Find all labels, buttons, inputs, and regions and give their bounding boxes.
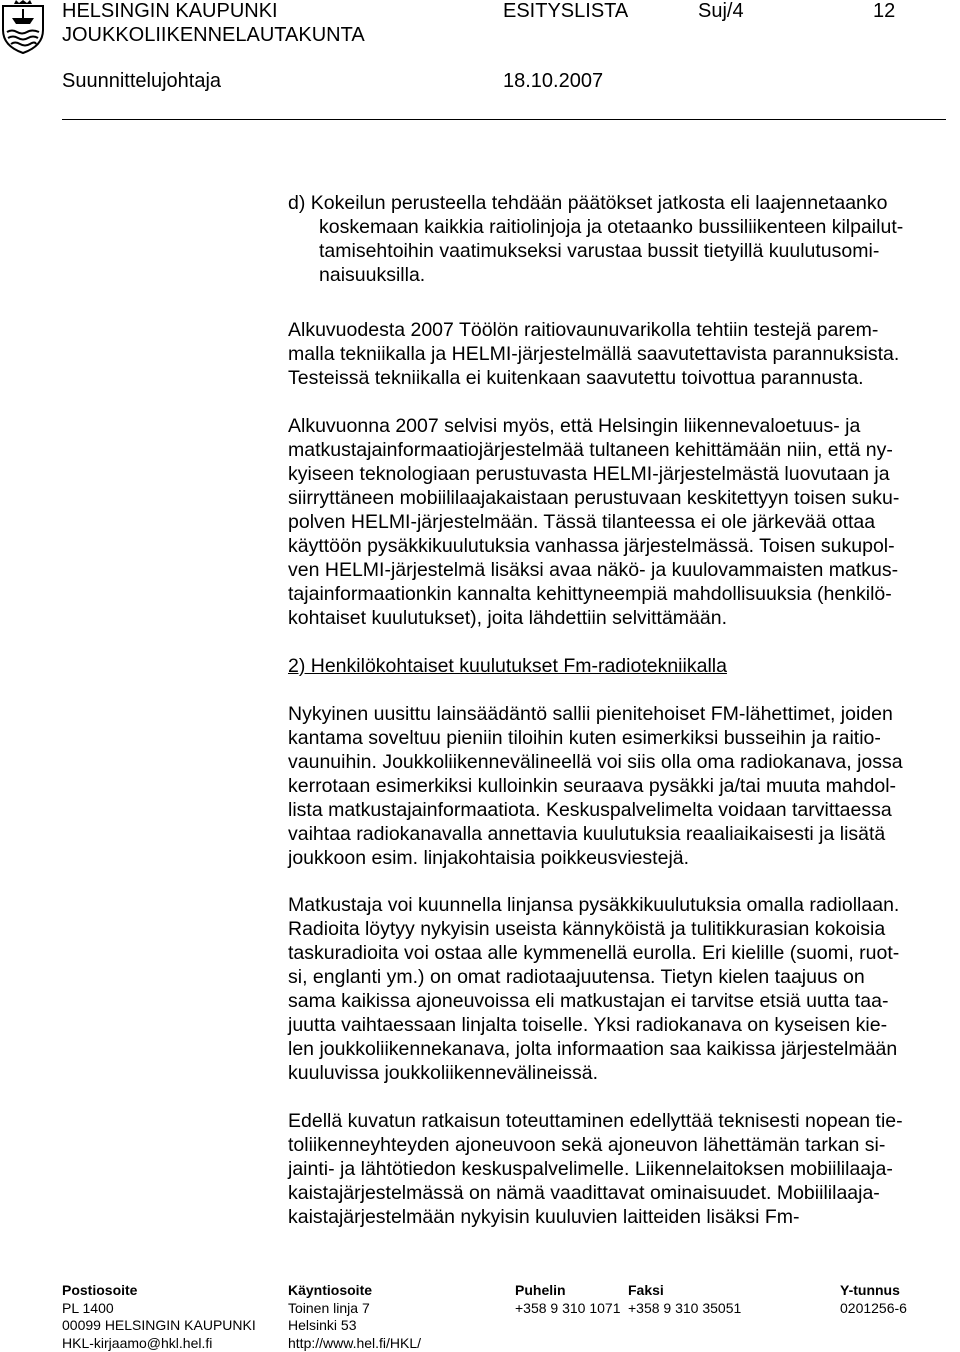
header-divider (62, 119, 946, 120)
footer-business-id (840, 1282, 907, 1317)
phone-label: Puhelin (515, 1282, 566, 1298)
fax-label: Faksi (628, 1282, 664, 1298)
postal-box: PL 1400 (62, 1300, 256, 1318)
visit-street: Toinen linja 7 (288, 1300, 421, 1318)
meeting-date: 18.10.2007 (503, 70, 603, 93)
helsinki-coat-of-arms-logo (0, 0, 46, 56)
org-name: HELSINGIN KAUPUNKI (62, 0, 278, 23)
page-number: 12 (873, 0, 895, 23)
postal-label: Postiosoite (62, 1282, 137, 1298)
ytunnus-label: Y-tunnus (840, 1282, 900, 1298)
phone-number: +358 9 310 1071 (515, 1300, 621, 1318)
paragraph-implementation: Edellä kuvatun ratkaisun toteuttaminen edellyttää teknisesti nopean tie- toliikenneyhteyden ajoneuvoon sekä ajoneuvon lähettämän tarkan si- jainti- ja lähtötiedon keskuspalvelimelle. Liikennelaitoksen mobiililaaja- kaistajärjestelmässä on nämä vaadittavat ominaisuudet. Mobiililaaja- kaistajärjestelmään nykyisin kuuluvien laitteiden lisäksi Fm- (288, 1109, 948, 1229)
paragraph-testing: Alkuvuodesta 2007 Töölön raitiovaunuvarikolla tehtiin testejä parem- malla tekniikalla ja HELMI-järjestelmällä saavutettavista parannuksista. Testeissä tekniikalla ei kuitenkaan saavutettu toivottua parannusta. (288, 318, 948, 390)
visit-label: Käyntiosoite (288, 1282, 372, 1298)
website-link[interactable]: http://www.hel.fi/HKL/ (288, 1335, 421, 1352)
board-name: JOUKKOLIIKENNELAUTAKUNTA (62, 24, 365, 47)
presenter-role: Suunnittelujohtaja (62, 70, 221, 93)
ytunnus-value: 0201256-6 (840, 1300, 907, 1318)
footer-fax (628, 1282, 741, 1317)
paragraph-fm-legislation: Nykyinen uusittu lainsäädäntö sallii pienitehoiset FM-lähettimet, joiden kantama soveltuu pieniin tiloihin kuten esimerkiksi busseihin ja raitio- vaunuihin. Joukkoliikennevälineellä voi siis olla oma radiokanava, jossa kerrotaan esimerkiksi kulloinkin seuraava pysäkki ja/tai muuta mahdol- lista matkustajainformaatiota. Keskuspalvelimelta voidaan tarvittaessa vaihtaa radiokanavalla annettavia kuulutuksia reaaliaikaisesti ja lisätä joukkoon esim. linjakohtaisia poikkeusviestejä. (288, 702, 948, 870)
fax-number: +358 9 310 35051 (628, 1300, 741, 1318)
email-link[interactable]: HKL-kirjaamo@hkl.hel.fi (62, 1335, 256, 1352)
visit-city: Helsinki 53 (288, 1317, 421, 1335)
postal-city: 00099 HELSINGIN KAUPUNKI (62, 1317, 256, 1335)
paragraph-helmi: Alkuvuonna 2007 selvisi myös, että Helsingin liikennevaloetuus- ja matkustajainformaatiojärjestelmää tultaneen kehittämään niin, että ny- kyiseen teknologiaan perustuvasta HELMI-järjestelmästä luovutaan ja siirryttäneen mobiililaajakaistaan perustuvaan keskitettyyn toisen suku- polven HELMI-järjestelmään. Tässä tilanteessa ei ole järkevää ottaa käyttöön pysäkkikuulutuksia vanhassa järjestelmässä. Toisen sukupol- ven HELMI-järjestelmä lisäksi avaa näkö- ja kuulovammaisten matkus- tajainformaationkin kannalta kehittyneempiä mahdollisuuksia (henkilö- kohtaiset kuulutukset), joita lähdettiin selvittämään. (288, 414, 948, 630)
document-type: ESITYSLISTA (503, 0, 628, 23)
footer-postal (62, 1282, 256, 1352)
paragraph-passenger-radio: Matkustaja voi kuunnella linjansa pysäkkikuulutuksia omalla radiollaan. Radioita löytyy nykyisin useista kännyköistä ja tulitikkurasian kokoisia taskuradioita voi ostaa alle kymmenellä eurolla. Eri kielille (suomi, ruot- si, englanti ym.) on omat radiotaajuutensa. Tietyn kielen taajuus on sama kaikissa ajoneuvoissa eli matkustajan ei tarvitse etsiä uutta taa- juutta vaihtaessaan linjalta toiselle. Yksi radiokanava on kyseisen kie- len joukkoliikennekanava, jolta informaation saa kaikissa järjestelmään kuuluvissa joukkoliikennevälineissä. (288, 893, 948, 1085)
section-heading: 2) Henkilökohtaiset kuulutukset Fm-radiotekniikalla (288, 654, 948, 678)
footer-visiting (288, 1282, 421, 1352)
item-d-paragraph: d) Kokeilun perusteella tehdään päätökset jatkosta eli laajennetaanko koskemaan kaikkia raitiolinjoja ja otetaanko bussiliikenteen kilpailut- tamisehtoihin vaatimukseksi varustaa bussit tietyillä kuulutusomi- naisuuksilla. (288, 191, 948, 287)
document-reference: Suj/4 (698, 0, 744, 23)
item-d (288, 191, 948, 287)
footer-phone (515, 1282, 621, 1317)
